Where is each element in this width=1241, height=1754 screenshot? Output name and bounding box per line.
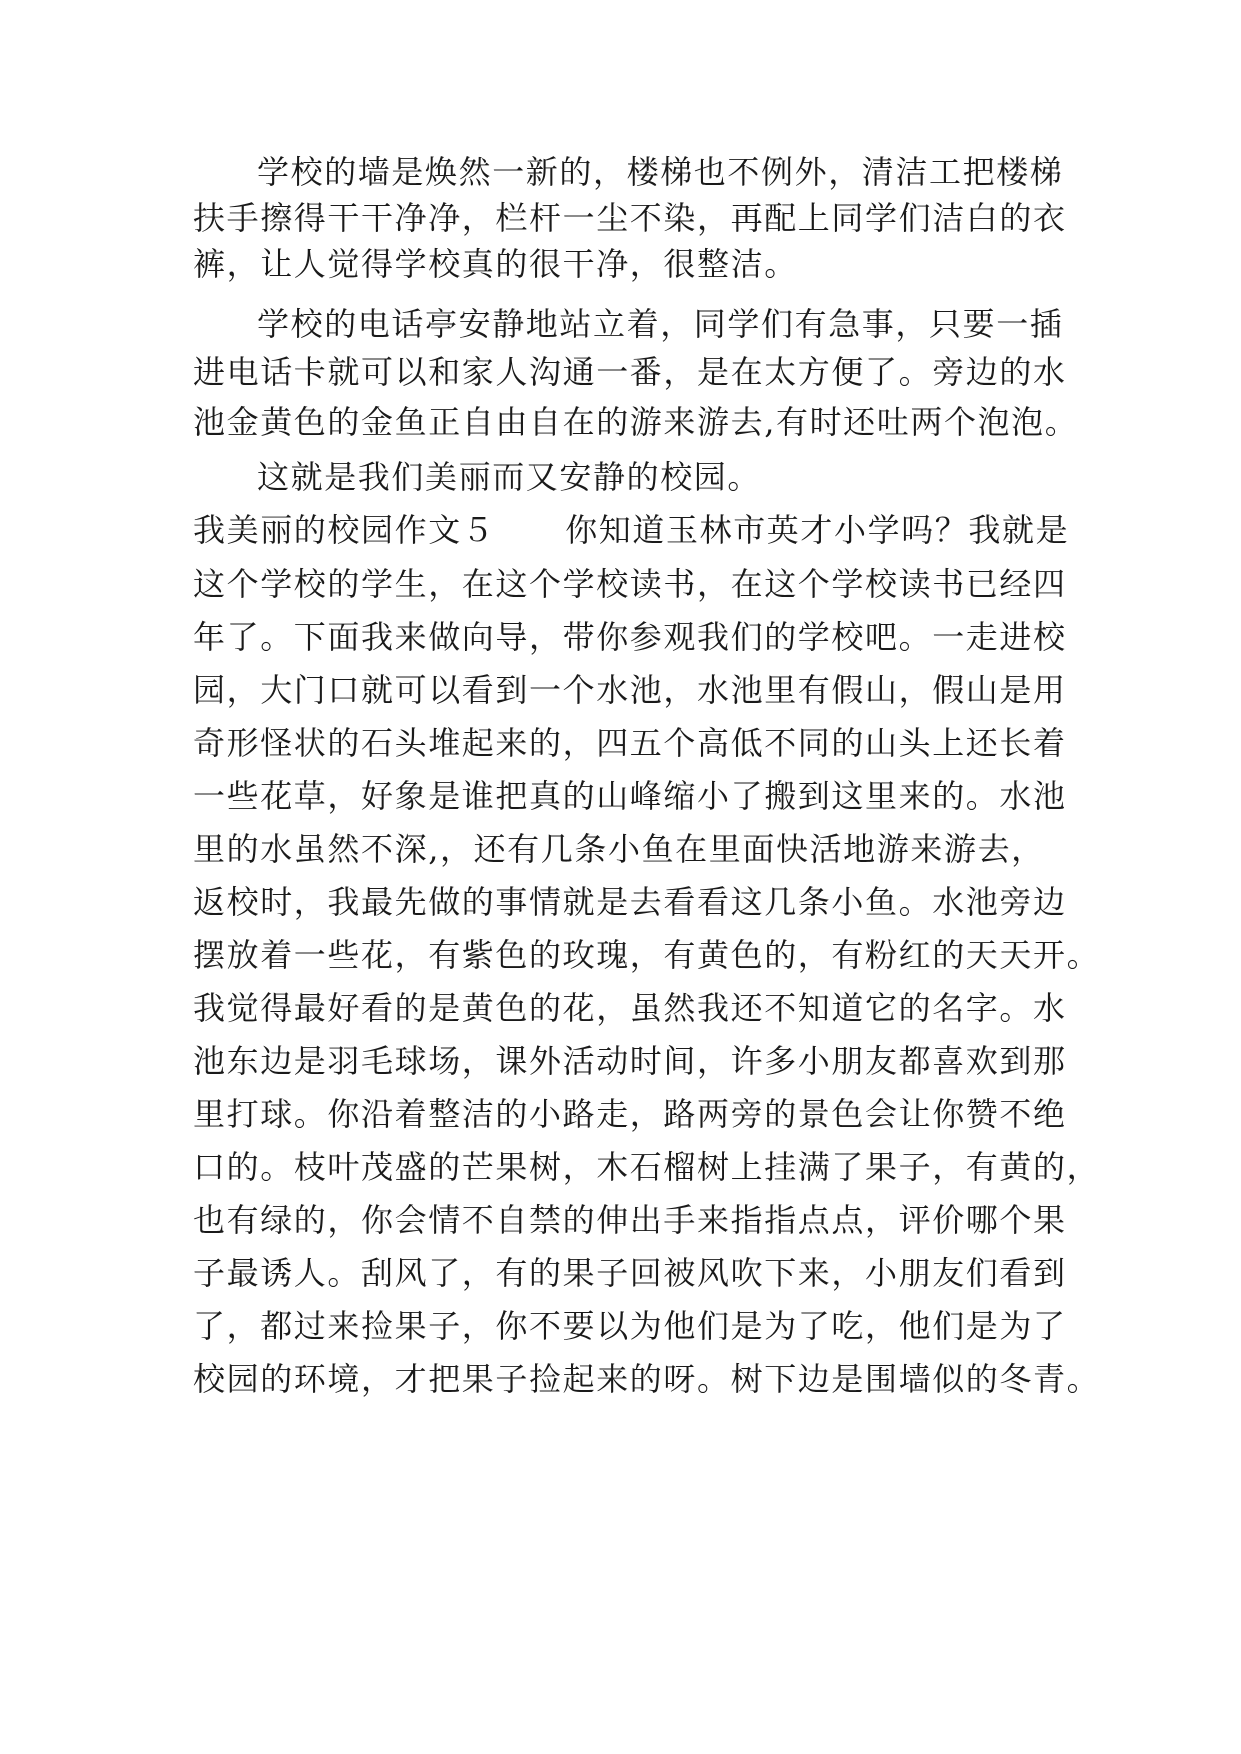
article-heading: 我美丽的校园作文５: [193, 511, 496, 549]
paragraph-line: 口的。枝叶茂盛的芒果树，木石榴树上挂满了果子，有黄的，: [193, 1148, 1101, 1186]
paragraph-line: 里打球。你沿着整洁的小路走，路两旁的景色会让你赞不绝: [193, 1095, 1067, 1133]
paragraph-line: 这就是我们美丽而又安静的校园。: [257, 458, 762, 496]
paragraph-line-start: 你知道玉林市英才小学吗？我就是: [565, 511, 1070, 549]
paragraph-line: 学校的电话亭安静地站立着，同学们有急事，只要一插: [257, 305, 1064, 343]
paragraph-line: 池金黄色的金鱼正自由自在的游来游去,有时还吐两个泡泡。: [193, 403, 1079, 441]
paragraph-line: 摆放着一些花，有紫色的玫瑰，有黄色的，有粉红的天天开。: [193, 936, 1101, 974]
paragraph-line: 我觉得最好看的是黄色的花，虽然我还不知道它的名字。水: [193, 989, 1067, 1027]
paragraph-line: 扶手擦得干干净净，栏杆一尘不染，再配上同学们洁白的衣: [193, 199, 1067, 237]
paragraph-line: 了，都过来捡果子，你不要以为他们是为了吃，他们是为了: [193, 1307, 1067, 1345]
paragraph-line: 裤，让人觉得学校真的很干净，很整洁。: [193, 245, 798, 283]
paragraph-line: 返校时，我最先做的事情就是去看看这几条小鱼。水池旁边: [193, 883, 1067, 921]
paragraph-line: 进电话卡就可以和家人沟通一番，是在太方便了。旁边的水: [193, 353, 1067, 391]
paragraph-line: 池东边是羽毛球场，课外活动时间，许多小朋友都喜欢到那: [193, 1042, 1067, 1080]
paragraph-line: 也有绿的，你会情不自禁的伸出手来指指点点，评价哪个果: [193, 1201, 1067, 1239]
paragraph-line: 子最诱人。刮风了，有的果子回被风吹下来，小朋友们看到: [193, 1254, 1067, 1292]
paragraph-line: 年了。下面我来做向导，带你参观我们的学校吧。一走进校: [193, 618, 1067, 656]
paragraph-line: 里的水虽然不深,，还有几条小鱼在里面快活地游来游去，: [193, 830, 1045, 868]
paragraph-line: 一些花草，好象是谁把真的山峰缩小了搬到这里来的。水池: [193, 777, 1067, 815]
paragraph-line: 园，大门口就可以看到一个水池，水池里有假山，假山是用: [193, 671, 1067, 709]
paragraph-line: 校园的环境，才把果子捡起来的呀。树下边是围墙似的冬青。: [193, 1360, 1101, 1398]
paragraph-line: 奇形怪状的石头堆起来的，四五个高低不同的山头上还长着: [193, 724, 1067, 762]
paragraph-line: 这个学校的学生，在这个学校读书，在这个学校读书已经四: [193, 565, 1067, 603]
paragraph-line: 学校的墙是焕然一新的，楼梯也不例外，清洁工把楼梯: [257, 153, 1064, 191]
heading-line: [193, 508, 1070, 552]
